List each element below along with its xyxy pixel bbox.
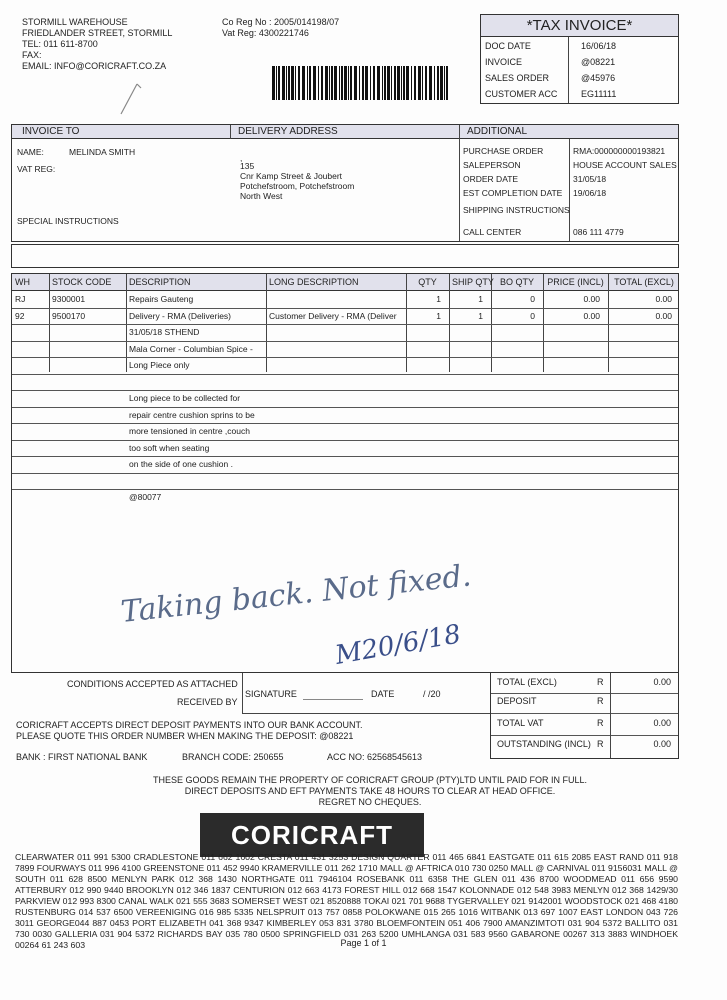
table-cell: 9500170	[52, 310, 86, 321]
table-header: QTY	[418, 277, 437, 287]
table-header: LONG DESCRIPTION	[269, 277, 359, 287]
company-address	[22, 17, 172, 72]
account-number: ACC NO: 62568545613	[327, 752, 423, 762]
table-cell: 9300001	[52, 294, 86, 304]
totals-divider	[491, 735, 678, 736]
ownership-notice	[60, 775, 680, 808]
company-tel: TEL: 011 611-8700	[22, 39, 98, 49]
customer-name: MELINDA SMITH	[69, 147, 136, 157]
row-divider	[12, 357, 678, 358]
row-divider	[12, 440, 678, 441]
additional-label: PURCHASE ORDER	[463, 146, 544, 156]
totals-box	[490, 673, 679, 759]
company-registration	[222, 17, 339, 39]
company-fax: FAX:	[22, 50, 42, 60]
handwritten-note	[112, 558, 532, 674]
table-header: DESCRIPTION	[129, 277, 191, 287]
note-line: Long Piece only	[129, 360, 190, 370]
row-divider	[12, 473, 678, 474]
tax-row-label: SALES ORDER	[485, 73, 550, 83]
notice-line2: DIRECT DEPOSITS AND EFT PAYMENTS TAKE 48 HOURS TO CLEAR AT HEAD OFFICE.	[184, 786, 556, 796]
blank-bar	[11, 244, 679, 268]
signature-line	[303, 699, 363, 700]
row-divider	[12, 407, 678, 408]
brand-logo: CORICRAFT	[200, 813, 424, 857]
table-cell: 92	[15, 310, 25, 321]
row-divider	[12, 390, 678, 391]
tax-row-value: @45976	[581, 73, 616, 83]
totals-label: OUTSTANDING (INCL)	[497, 739, 591, 749]
row-divider	[12, 308, 678, 309]
vat-reg: Vat Reg: 4300221746	[222, 28, 309, 38]
delivery-line1: 135	[240, 161, 255, 171]
special-instructions-label: SPECIAL INSTRUCTIONS	[17, 216, 119, 226]
additional-label: CALL CENTER	[463, 227, 522, 237]
totals-value: 0.00	[653, 718, 671, 728]
table-cell: 0.00	[583, 310, 600, 321]
table-header: PRICE (INCL)	[547, 277, 604, 287]
table-cell: 1	[436, 310, 441, 321]
table-header: SHIP QTY	[452, 277, 494, 287]
table-cell: 1	[436, 294, 441, 304]
info-block	[11, 124, 679, 242]
items-table	[11, 273, 679, 673]
note-line: too soft when seating	[129, 442, 210, 453]
table-cell: 1	[478, 310, 483, 321]
page-number: Page 1 of 1	[340, 938, 387, 948]
note-line: repair centre cushion sprins to be	[129, 409, 255, 420]
row-divider	[12, 341, 678, 342]
row-divider	[12, 374, 678, 375]
additional-label: SALEPERSON	[463, 160, 521, 170]
row-divider	[12, 456, 678, 457]
table-cell: 1	[478, 294, 483, 304]
date-label: DATE	[371, 689, 395, 699]
additional-value: 31/05/18	[573, 174, 607, 184]
table-cell: 0.00	[655, 294, 672, 304]
table-cell: Customer Delivery - RMA (Deliver	[269, 310, 397, 321]
additional-label: EST COMPLETION DATE	[463, 188, 563, 198]
note-line: more tensioned in centre ,couch	[129, 426, 250, 436]
totals-currency: R	[597, 677, 604, 687]
note-line: @80077	[129, 492, 162, 502]
delivery-header: DELIVERY ADDRESS	[238, 126, 338, 137]
delivery-line3: Potchefstroom, Potchefstroom	[240, 181, 355, 191]
notice-line3: REGRET NO CHEQUES.	[318, 797, 422, 807]
totals-divider-vertical	[610, 673, 611, 758]
branch-code: BRANCH CODE: 250655	[182, 752, 284, 762]
additional-value: HOUSE ACCOUNT SALES	[573, 160, 677, 170]
totals-label: TOTAL VAT	[497, 718, 544, 728]
table-cell: Repairs Gauteng	[129, 294, 194, 304]
table-cell: 0.00	[655, 310, 672, 321]
company-name: STORMILL WAREHOUSE	[22, 17, 128, 27]
row-divider	[12, 489, 678, 490]
totals-currency: R	[597, 696, 604, 706]
totals-currency: R	[597, 739, 604, 749]
company-email: EMAIL: INFO@CORICRAFT.CO.ZA	[22, 61, 167, 71]
tax-row-label: CUSTOMER ACC	[485, 89, 558, 99]
table-cell: 0	[530, 310, 535, 321]
note-line: on the side of one cushion .	[129, 459, 233, 469]
table-header: STOCK CODE	[52, 277, 112, 287]
bank-line2: PLEASE QUOTE THIS ORDER NUMBER WHEN MAKING THE DEPOSIT: @08221	[16, 731, 354, 741]
tax-row-value: 16/06/18	[581, 41, 617, 51]
bank-name: BANK : FIRST NATIONAL BANK	[16, 752, 148, 762]
totals-label: DEPOSIT	[497, 696, 537, 706]
totals-divider	[491, 713, 678, 714]
additional-value: RMA:000000000193821	[573, 146, 666, 156]
invoice-to-header: INVOICE TO	[22, 126, 80, 137]
table-header: TOTAL (EXCL)	[614, 277, 674, 287]
table-cell: RJ	[15, 294, 26, 304]
received-by-label: RECEIVED BY	[177, 697, 238, 707]
bank-notice	[16, 720, 363, 742]
handwritten-date: 20/6/18	[359, 619, 464, 667]
co-reg: Co Reg No : 2005/014198/07	[222, 17, 340, 27]
totals-currency: R	[597, 718, 604, 728]
vat-label: VAT REG:	[17, 164, 56, 174]
totals-value: 0.00	[653, 677, 671, 687]
date-value: / /20	[423, 689, 441, 699]
table-cell: 0	[530, 294, 535, 304]
table-cell: 0.00	[583, 294, 600, 304]
note-line: 31/05/18 STHEND	[129, 327, 200, 337]
tax-row-label: INVOICE	[485, 57, 523, 67]
delivery-line2: Cnr Kamp Street & Joubert	[240, 171, 343, 181]
tax-row-value: @08221	[581, 57, 616, 67]
row-divider	[12, 423, 678, 424]
totals-divider	[491, 693, 678, 694]
tax-invoice-box	[480, 14, 679, 104]
additional-header: ADDITIONAL	[467, 126, 528, 137]
signature-label: SIGNATURE	[245, 689, 297, 699]
additional-value: 086 111 4779	[573, 227, 624, 237]
table-header: WH	[15, 277, 30, 287]
delivery-comma: ,	[240, 153, 243, 163]
notice-line1: THESE GOODS REMAIN THE PROPERTY OF CORICRAFT GROUP (PTY)LTD UNTIL PAID FOR IN FULL.	[152, 775, 588, 785]
additional-value: 19/06/18	[573, 188, 607, 198]
name-label: NAME:	[17, 147, 44, 157]
store-list: CLEARWATER 011 991 5300 CRADLESTONE 011 662 1602 CRESTA 011 431 3253 DESIGN QUARTER 011 465 6841 EASTGATE 011 615 2085 EAST RAND 011 918 7899 FOURWAYS 011 996 4100 GREENSTONE 011 452 9940 KRAMERVILLE 011 262 1710 MALL @ AFTRICA 010 730 0250 MALL @ CARNIVAL 011 9156031 MALL @ SOUTH 011 628 8500 MENLYN PARK 012 368 1430 NORTHGATE 011 7946104 ROSEBANK 011 6358 THE GLEN 011 436 8700 WOODMEAD 011 656 9590 ATTERBURY 012 990 9440 BROOKLYN 012 346 1837 CENTURION 012 663 4173 FOREST HILL 012 668 1547 KOLONNADE 012 548 3983 MENLYN 012 368 1429/30 PARKVIEW 012 993 8300 CANAL WALK 021 555 3683 SOMERSET WEST 021 8520888 TOKAI 021 701 9688 TYGERVALLEY 021 9142001 WOODSTOCK 021 468 4180 RUSTENBURG 014 537 6500 VEREENIGING 016 985 5335 NELSPRUIT 013 757 0858 POLOKWANE 015 265 1016 WITBANK 013 697 1007 EAST LONDON 043 726 3011 GEORGE044 887 0453 PORT ELIZABETH 041 368 9347 KIMBERLEY 053 831 3780 BLOEMFONTEIN 051 406 7900 AMANZIMTOTI 031 904 5372 BALLITO 031 730 0030 GALLERIA 031 904 5372 RICHARDS BAY 035 780 0500 SPRINGFIELD 031 263 5200 UMHLANGA 031 583 9560 GABARONE 00267 313 3883 WINDHOEK 00264 61 243 603	[15, 852, 678, 950]
conditions-label: CONDITIONS ACCEPTED AS ATTACHED	[67, 679, 238, 689]
bank-line1: CORICRAFT ACCEPTS DIRECT DEPOSIT PAYMENTS INTO OUR BANK ACCOUNT.	[16, 720, 363, 730]
table-header: BO QTY	[499, 277, 534, 287]
company-street: FRIEDLANDER STREET, STORMILL	[22, 28, 173, 38]
tax-row-label: DOC DATE	[485, 41, 531, 51]
note-line: Long piece to be collected for	[129, 393, 241, 403]
table-cell: Delivery - RMA (Deliveries)	[129, 310, 232, 321]
handwritten-text: Taking back. Not fixed.	[119, 558, 473, 630]
additional-label: ORDER DATE	[463, 174, 519, 184]
totals-value: 0.00	[653, 739, 671, 749]
delivery-line4: North West	[240, 191, 283, 201]
totals-label: TOTAL (EXCL)	[497, 677, 557, 687]
pen-mark	[115, 80, 145, 120]
tax-row-value: EG11111	[581, 89, 617, 99]
svg-text:M20/6/18: M20/6/18	[333, 619, 464, 671]
row-divider	[12, 324, 678, 325]
note-line: Mala Corner - Columbian Spice -	[129, 343, 253, 354]
barcode	[272, 66, 450, 100]
additional-label: SHIPPING INSTRUCTIONS	[463, 205, 570, 215]
tax-invoice-title: *TAX INVOICE*	[481, 15, 678, 37]
